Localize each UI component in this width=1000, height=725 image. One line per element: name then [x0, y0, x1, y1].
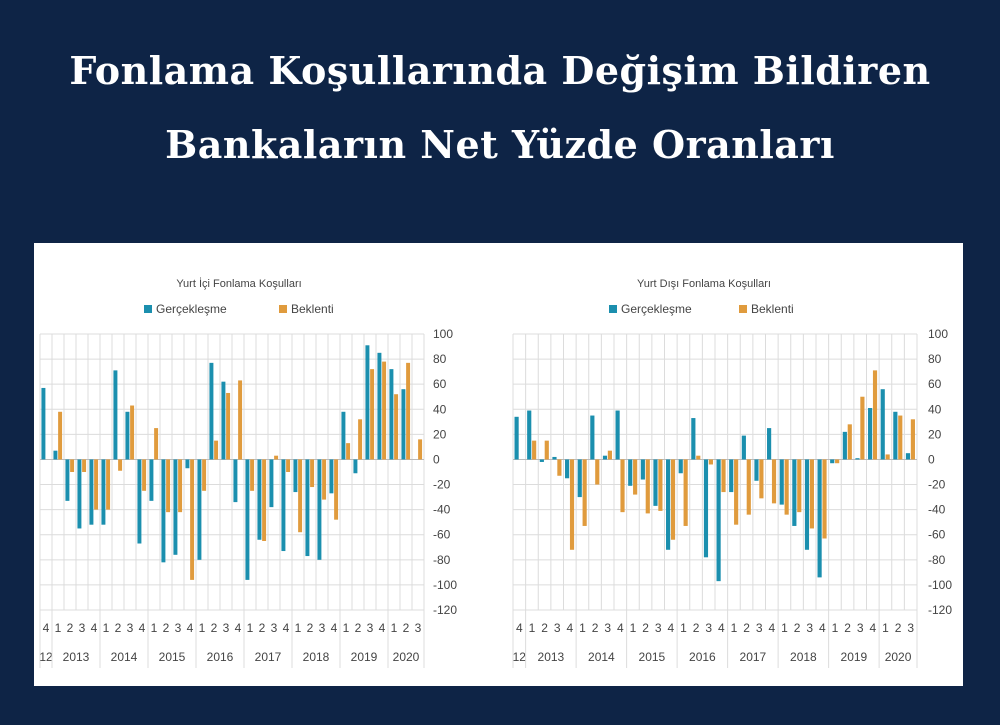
bar-gerceklesme-2020Q3 — [906, 453, 910, 459]
bar-beklenti-2014Q3 — [608, 451, 612, 460]
bar-gerceklesme-2016Q4 — [717, 459, 721, 581]
x-quarter-label: 4 — [869, 621, 877, 635]
x-quarter-label: 1 — [730, 621, 738, 635]
y-tick-label: 100 — [433, 327, 454, 341]
bar-beklenti-2014Q4 — [620, 459, 624, 512]
bar-gerceklesme-2018Q1 — [293, 459, 297, 492]
page-title-line-1: Fonlama Koşullarında Değişim Bildiren — [69, 48, 931, 93]
x-quarter-label: 2 — [844, 621, 851, 635]
y-tick-label: -40 — [433, 502, 451, 517]
y-tick-label: 80 — [433, 352, 447, 367]
bar-beklenti-2019Q4 — [873, 370, 877, 459]
bar-gerceklesme-2020Q2 — [401, 389, 405, 459]
x-quarter-label: 4 — [616, 621, 624, 635]
chart-title: Yurt Dışı Fonlama Koşulları — [637, 278, 771, 290]
y-tick-label: 0 — [433, 452, 440, 467]
bar-gerceklesme-2014Q1 — [101, 459, 105, 524]
bar-gerceklesme-2017Q3 — [269, 459, 273, 507]
x-quarter-label: 2 — [793, 621, 801, 635]
bar-gerceklesme-2014Q4 — [137, 459, 141, 543]
x-quarter-label: 1 — [342, 621, 350, 635]
bar-beklenti-2017Q3 — [759, 459, 763, 498]
y-tick-label: 0 — [928, 452, 935, 467]
bar-beklenti-2020Q2 — [898, 416, 902, 460]
x-quarter-label: 1 — [294, 621, 302, 635]
x-quarter-label: 2 — [642, 621, 649, 635]
bar-gerceklesme-2016Q1 — [197, 459, 201, 559]
bar-beklenti-2019Q1 — [835, 459, 839, 463]
x-quarter-label: 4 — [330, 621, 338, 635]
legend-swatch-gerceklesme — [609, 305, 617, 313]
bar-gerceklesme-2015Q1 — [149, 459, 153, 500]
x-year-label: 2020 — [884, 650, 912, 664]
bar-beklenti-2016Q2 — [214, 441, 218, 460]
x-quarter-label: 3 — [270, 621, 278, 635]
x-quarter-label: 4 — [818, 621, 826, 635]
bar-gerceklesme-2016Q2 — [209, 363, 213, 460]
x-quarter-label: 2 — [306, 621, 314, 635]
x-year-label: 2015 — [638, 650, 666, 664]
bar-gerceklesme-2018Q3 — [317, 459, 321, 559]
bar-beklenti-2017Q4 — [772, 459, 776, 503]
bar-gerceklesme-2014Q1 — [578, 459, 582, 497]
x-quarter-label: 1 — [54, 621, 62, 635]
x-quarter-label: 2 — [692, 621, 700, 635]
x-year-label: 2017 — [739, 650, 767, 664]
x-year-label: 2020 — [392, 650, 420, 664]
bar-beklenti-2018Q2 — [797, 459, 801, 512]
x-year-label: 2019 — [350, 650, 378, 664]
x-quarter-label: 3 — [553, 621, 561, 635]
x-quarter-label: 3 — [78, 621, 86, 635]
bar-gerceklesme-2015Q1 — [628, 459, 632, 485]
bar-gerceklesme-2016Q3 — [221, 382, 225, 460]
bar-gerceklesme-2017Q3 — [754, 459, 758, 480]
bar-gerceklesme-2014Q3 — [125, 412, 129, 460]
bar-gerceklesme-2014Q2 — [590, 416, 594, 460]
bar-gerceklesme-2013Q1 — [53, 451, 57, 460]
bar-gerceklesme-2015Q2 — [161, 459, 165, 562]
bar-beklenti-2017Q3 — [274, 456, 278, 460]
x-quarter-label: 3 — [126, 621, 134, 635]
bar-beklenti-2017Q1 — [250, 459, 254, 490]
bar-beklenti-2013Q1 — [58, 412, 62, 460]
x-quarter-label: 4 — [138, 621, 146, 635]
bar-gerceklesme-2018Q4 — [818, 459, 822, 577]
x-year-label: 2015 — [158, 650, 186, 664]
x-quarter-label: 3 — [318, 621, 326, 635]
x-quarter-label: 4 — [234, 621, 242, 635]
bar-gerceklesme-2019Q2 — [353, 459, 357, 473]
x-quarter-label: 4 — [186, 621, 194, 635]
x-quarter-label: 2 — [258, 621, 266, 635]
x-year-label: 2013 — [537, 650, 565, 664]
bar-gerceklesme-2019Q1 — [830, 459, 834, 463]
x-quarter-label: 4 — [90, 621, 98, 635]
bar-beklenti-2019Q3 — [860, 397, 864, 460]
x-year-label: 2017 — [254, 650, 282, 664]
chart-title: Yurt İçi Fonlama Koşulları — [176, 278, 302, 290]
bar-gerceklesme-2013Q1 — [527, 411, 531, 460]
x-quarter-label: 4 — [566, 621, 574, 635]
bar-beklenti-2016Q1 — [202, 459, 206, 490]
bar-gerceklesme-2016Q1 — [679, 459, 683, 473]
bar-beklenti-2020Q1 — [886, 454, 890, 459]
bar-beklenti-2016Q2 — [696, 456, 700, 460]
bar-beklenti-2015Q2 — [646, 459, 650, 513]
bar-gerceklesme-2017Q2 — [257, 459, 261, 539]
x-quarter-label: 3 — [654, 621, 662, 635]
bar-gerceklesme-2017Q4 — [281, 459, 285, 551]
bar-beklenti-2017Q1 — [734, 459, 738, 524]
y-tick-label: -120 — [928, 603, 953, 617]
bar-beklenti-2015Q1 — [154, 428, 158, 459]
y-tick-label: 100 — [928, 327, 949, 341]
x-quarter-label: 1 — [680, 621, 687, 635]
bar-gerceklesme-2018Q2 — [305, 459, 309, 556]
bar-beklenti-2019Q2 — [358, 419, 362, 459]
bar-beklenti-2014Q1 — [106, 459, 110, 509]
bar-beklenti-2018Q4 — [334, 459, 338, 519]
yurt-disi-chart — [499, 243, 963, 686]
bar-beklenti-2020Q3 — [911, 419, 915, 459]
bar-gerceklesme-2020Q2 — [893, 412, 897, 460]
bar-gerceklesme-2019Q4 — [868, 408, 872, 459]
bar-beklenti-2018Q3 — [810, 459, 814, 528]
bar-beklenti-2013Q1 — [532, 441, 536, 460]
bar-gerceklesme-2014Q4 — [616, 411, 620, 460]
x-quarter-label: 2 — [402, 621, 410, 635]
x-quarter-label: 1 — [579, 621, 586, 635]
x-quarter-label: 4 — [378, 621, 386, 635]
x-quarter-label: 2 — [541, 621, 548, 635]
x-year-label: 2014 — [588, 650, 615, 664]
bar-beklenti-2020Q3 — [418, 439, 422, 459]
x-quarter-label: 4 — [717, 621, 725, 635]
bar-gerceklesme-2012Q4 — [41, 388, 45, 460]
y-tick-label: 20 — [433, 427, 447, 442]
bar-gerceklesme-2014Q2 — [113, 370, 117, 459]
bar-beklenti-2013Q2 — [545, 441, 549, 460]
bar-gerceklesme-2015Q3 — [173, 459, 177, 554]
x-quarter-label: 1 — [198, 621, 206, 635]
bar-gerceklesme-2017Q1 — [245, 459, 249, 579]
x-quarter-label: 1 — [246, 621, 254, 635]
bar-beklenti-2013Q3 — [82, 459, 86, 472]
y-tick-label: 40 — [928, 402, 942, 417]
x-quarter-label: 2 — [210, 621, 218, 635]
bar-beklenti-2013Q4 — [94, 459, 98, 509]
x-quarter-label: 3 — [366, 621, 374, 635]
bar-beklenti-2014Q3 — [130, 406, 134, 460]
x-quarter-label: 2 — [114, 621, 122, 635]
bar-gerceklesme-2013Q3 — [77, 459, 81, 528]
y-tick-label: 60 — [433, 377, 447, 392]
y-tick-label: -20 — [928, 477, 946, 492]
bar-beklenti-2016Q3 — [226, 393, 230, 459]
bar-beklenti-2018Q1 — [298, 459, 302, 532]
bar-beklenti-2014Q2 — [118, 459, 122, 470]
bar-gerceklesme-2019Q4 — [377, 353, 381, 460]
bar-gerceklesme-2017Q1 — [729, 459, 733, 492]
x-quarter-label: 3 — [604, 621, 612, 635]
x-quarter-label: 4 — [667, 621, 675, 635]
bar-gerceklesme-2013Q4 — [565, 459, 569, 478]
legend-swatch-gerceklesme — [144, 305, 152, 313]
legend-swatch-beklenti — [279, 305, 287, 313]
bar-beklenti-2020Q2 — [406, 363, 410, 460]
x-year-label: 2019 — [840, 650, 868, 664]
page-title-line-2: Bankaların Net Yüzde Oranları — [165, 122, 835, 167]
bar-beklenti-2014Q2 — [595, 459, 599, 484]
bar-gerceklesme-2013Q4 — [89, 459, 93, 524]
bar-beklenti-2019Q1 — [346, 443, 350, 459]
bar-gerceklesme-2018Q4 — [329, 459, 333, 493]
x-quarter-label: 2 — [162, 621, 170, 635]
x-quarter-label: 1 — [629, 621, 637, 635]
bar-beklenti-2019Q3 — [370, 369, 374, 459]
legend-label-beklenti: Beklenti — [291, 302, 334, 316]
x-quarter-label: 4 — [515, 621, 523, 635]
bar-gerceklesme-2016Q4 — [233, 459, 237, 502]
y-tick-label: -80 — [928, 552, 946, 567]
bar-beklenti-2015Q1 — [633, 459, 637, 494]
x-quarter-label: 1 — [150, 621, 158, 635]
bar-gerceklesme-2019Q1 — [341, 412, 345, 460]
x-year-label: 2016 — [689, 650, 716, 664]
bar-gerceklesme-2016Q2 — [691, 418, 695, 459]
y-tick-label: -120 — [433, 603, 458, 617]
bar-beklenti-2015Q3 — [178, 459, 182, 512]
y-tick-label: -60 — [433, 527, 451, 542]
bar-beklenti-2014Q4 — [142, 459, 146, 490]
bar-gerceklesme-2018Q3 — [805, 459, 809, 549]
bar-beklenti-2018Q4 — [822, 459, 826, 538]
bar-beklenti-2018Q1 — [785, 459, 789, 514]
bar-beklenti-2014Q1 — [583, 459, 587, 525]
x-quarter-label: 4 — [768, 621, 776, 635]
bar-gerceklesme-2020Q1 — [389, 369, 393, 459]
bar-gerceklesme-2018Q1 — [780, 459, 784, 504]
bar-beklenti-2015Q3 — [658, 459, 662, 510]
bar-beklenti-2019Q4 — [382, 362, 386, 460]
y-tick-label: -80 — [433, 552, 451, 567]
y-tick-label: 40 — [433, 402, 447, 417]
x-year-label: 2014 — [110, 650, 138, 664]
bar-gerceklesme-2013Q2 — [65, 459, 69, 500]
bar-beklenti-2015Q2 — [166, 459, 170, 512]
x-quarter-label: 1 — [102, 621, 110, 635]
bar-beklenti-2018Q3 — [322, 459, 326, 499]
bar-beklenti-2015Q4 — [671, 459, 675, 539]
x-quarter-label: 3 — [174, 621, 182, 635]
y-tick-label: 60 — [928, 377, 942, 392]
bar-gerceklesme-2015Q4 — [666, 459, 670, 549]
bar-beklenti-2017Q4 — [286, 459, 290, 472]
x-quarter-label: 3 — [705, 621, 713, 635]
x-year-label: 12 — [39, 650, 53, 664]
y-tick-label: -20 — [433, 477, 451, 492]
bar-beklenti-2017Q2 — [262, 459, 266, 541]
x-quarter-label: 2 — [66, 621, 74, 635]
bar-beklenti-2016Q3 — [709, 459, 713, 464]
x-quarter-label: 2 — [354, 621, 362, 635]
bar-beklenti-2016Q4 — [721, 459, 725, 492]
x-year-label: 2018 — [302, 650, 330, 664]
bar-beklenti-2016Q4 — [238, 380, 242, 459]
bar-gerceklesme-2018Q2 — [792, 459, 796, 525]
y-tick-label: 20 — [928, 427, 942, 442]
bar-gerceklesme-2016Q3 — [704, 459, 708, 557]
x-quarter-label: 3 — [414, 621, 422, 635]
bar-beklenti-2018Q2 — [310, 459, 314, 487]
x-quarter-label: 4 — [282, 621, 290, 635]
x-quarter-label: 1 — [882, 621, 889, 635]
y-tick-label: -100 — [928, 577, 953, 592]
bar-beklenti-2015Q4 — [190, 459, 194, 579]
y-tick-label: -60 — [928, 527, 946, 542]
bar-gerceklesme-2017Q4 — [767, 428, 771, 459]
charts-panel — [34, 243, 963, 686]
bar-gerceklesme-2019Q3 — [365, 345, 369, 459]
bar-gerceklesme-2013Q2 — [540, 459, 544, 462]
bar-gerceklesme-2017Q2 — [742, 436, 746, 460]
bar-gerceklesme-2013Q3 — [552, 457, 556, 460]
x-year-label: 12 — [512, 650, 526, 664]
bar-gerceklesme-2019Q3 — [855, 458, 859, 459]
x-quarter-label: 2 — [894, 621, 902, 635]
x-quarter-label: 1 — [390, 621, 398, 635]
bar-gerceklesme-2015Q4 — [185, 459, 189, 468]
bar-beklenti-2013Q4 — [570, 459, 574, 549]
y-tick-label: -100 — [433, 577, 458, 592]
bar-gerceklesme-2015Q3 — [653, 459, 657, 505]
yurt-ici-chart — [34, 243, 499, 686]
bar-beklenti-2019Q2 — [848, 424, 852, 459]
bar-gerceklesme-2019Q2 — [843, 432, 847, 460]
x-year-label: 2016 — [206, 650, 234, 664]
y-tick-label: 80 — [928, 352, 942, 367]
x-quarter-label: 1 — [528, 621, 536, 635]
x-quarter-label: 3 — [222, 621, 230, 635]
bar-gerceklesme-2015Q2 — [641, 459, 645, 479]
legend-label-gerceklesme: Gerçekleşme — [621, 302, 692, 316]
bar-gerceklesme-2014Q3 — [603, 456, 607, 460]
bar-gerceklesme-2012Q4 — [515, 417, 519, 460]
legend-label-beklenti: Beklenti — [751, 302, 794, 316]
x-quarter-label: 1 — [831, 621, 839, 635]
x-quarter-label: 2 — [591, 621, 599, 635]
bar-beklenti-2020Q1 — [394, 394, 398, 459]
x-year-label: 2013 — [62, 650, 90, 664]
legend-label-gerceklesme: Gerçekleşme — [156, 302, 227, 316]
x-quarter-label: 3 — [806, 621, 814, 635]
bar-beklenti-2013Q3 — [557, 459, 561, 475]
x-quarter-label: 2 — [743, 621, 750, 635]
bar-beklenti-2017Q2 — [747, 459, 751, 514]
x-quarter-label: 1 — [781, 621, 788, 635]
legend-swatch-beklenti — [739, 305, 747, 313]
x-year-label: 2018 — [790, 650, 817, 664]
bar-gerceklesme-2020Q1 — [881, 389, 885, 459]
y-tick-label: -40 — [928, 502, 946, 517]
x-quarter-label: 3 — [856, 621, 864, 635]
x-quarter-label: 3 — [755, 621, 763, 635]
bar-beklenti-2016Q1 — [684, 459, 688, 525]
bar-beklenti-2013Q2 — [70, 459, 74, 472]
x-quarter-label: 4 — [42, 621, 50, 635]
x-quarter-label: 3 — [907, 621, 915, 635]
